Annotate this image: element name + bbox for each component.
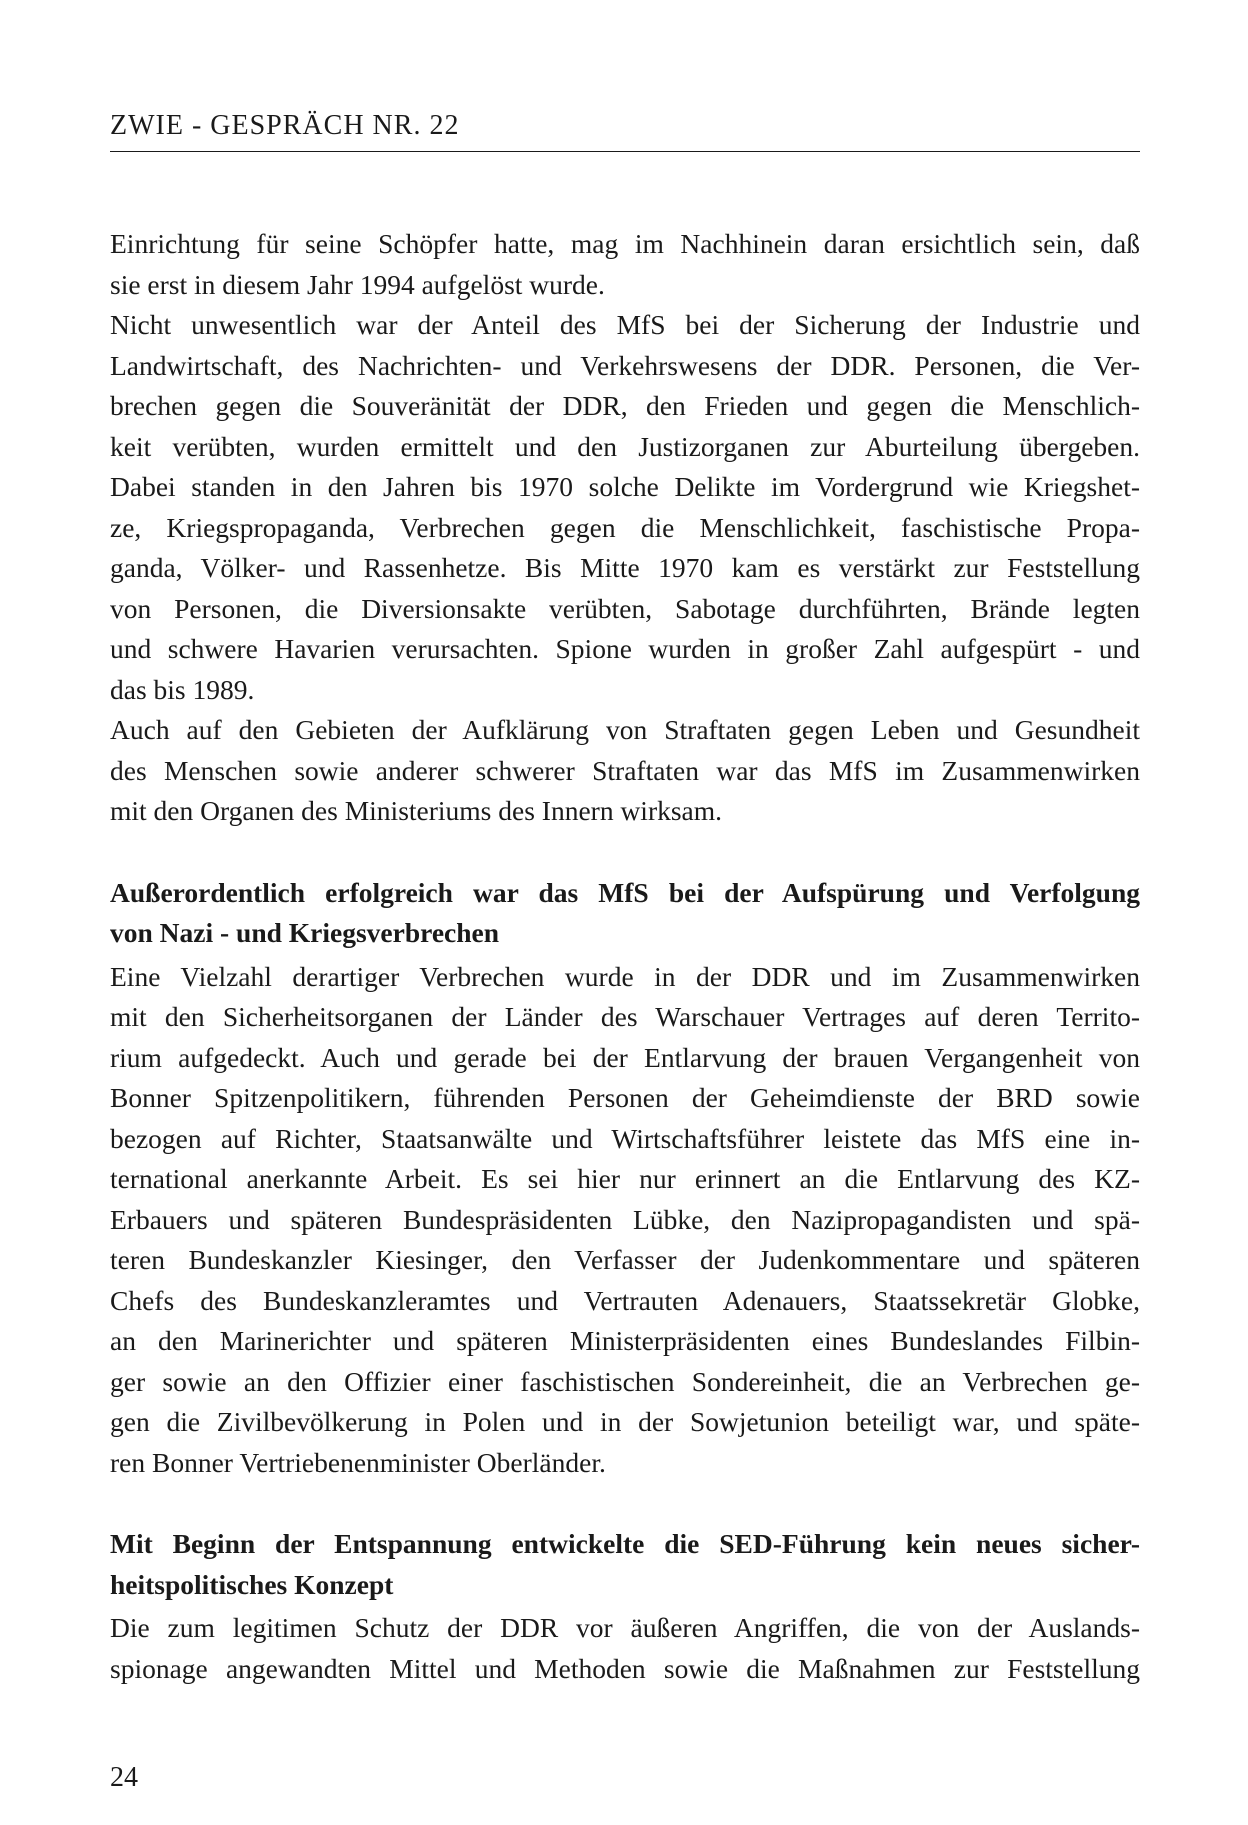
text-line: ganda, Völker- und Rassenhetze. Bis Mitte 1970 kam es verstärkt zur Feststellung <box>110 552 1140 583</box>
section <box>110 832 1140 1484</box>
text-line: Einrichtung für seine Schöpfer hatte, mag im Nachhinein daran ersichtlich sein, daß <box>110 228 1140 259</box>
text-line: mit den Sicherheitsorganen der Länder des Warschauer Vertrages auf deren Territo- <box>110 1001 1140 1032</box>
page-number: 24 <box>110 1762 138 1793</box>
text-line: das bis 1989. <box>110 673 255 705</box>
paragraph <box>110 224 1140 305</box>
text-line: Auch auf den Gebieten der Aufklärung von Straftaten gegen Leben und Gesundheit <box>110 714 1140 745</box>
paragraph <box>110 710 1140 832</box>
text-line: Nicht unwesentlich war der Anteil des MfS bei der Sicherung der Industrie und <box>110 309 1140 340</box>
paragraph <box>110 957 1140 1484</box>
text-line: ger sowie an den Offizier einer faschistischen Sondereinheit, die an Verbrechen ge- <box>110 1365 1140 1397</box>
text-line: ternational anerkannte Arbeit. Es sei hier nur erinnert an die Entlarvung des KZ- <box>110 1163 1140 1194</box>
section-heading <box>110 873 1140 954</box>
section <box>110 1483 1140 1689</box>
text-line: Chefs des Bundeskanzleramtes und Vertrauten Adenauers, Staatssekretär Globke, <box>110 1284 1140 1316</box>
text-line: keit verübten, wurden ermittelt und den Justizorganen zur Aburteilung übergeben. <box>110 430 1140 462</box>
text-line: Landwirtschaft, des Nachrichten- und Verkehrswesens der DDR. Personen, die Ver- <box>110 349 1140 381</box>
running-head: ZWIE - GESPRÄCH NR. 22 <box>110 110 460 141</box>
text-line: an den Marinerichter und späteren Ministerpräsidenten eines Bundeslandes Filbin- <box>110 1325 1140 1356</box>
text-line: und schwere Havarien verursachten. Spione wurden in großer Zahl aufgespürt - und <box>110 633 1140 664</box>
paragraph <box>110 1608 1140 1689</box>
text-line: ren Bonner Vertriebenenminister Oberländer. <box>110 1446 606 1478</box>
section-heading <box>110 1524 1140 1605</box>
heading-line: heitspolitisches Konzept <box>110 1568 394 1600</box>
text-line: teren Bundeskanzler Kiesinger, den Verfasser der Judenkommentare und späteren <box>110 1244 1140 1275</box>
text-line: ze, Kriegspropaganda, Verbrechen gegen die Menschlichkeit, faschistische Propa- <box>110 511 1140 543</box>
text-line: des Menschen sowie anderer schwerer Straftaten war das MfS im Zusammenwirken <box>110 754 1140 786</box>
section-spacer <box>110 832 1140 857</box>
text-line: Die zum legitimen Schutz der DDR vor äußeren Angriffen, die von der Auslands- <box>110 1612 1140 1643</box>
text-line: mit den Organen des Ministeriums des Innern wirksam. <box>110 795 723 826</box>
text-line: Erbauers und späteren Bundespräsidenten Lübke, den Nazipropagandisten und spä- <box>110 1203 1140 1235</box>
section-spacer <box>110 1483 1140 1508</box>
header-rule <box>110 151 1140 152</box>
text-line: sie erst in diesem Jahr 1994 aufgelöst wurde. <box>110 268 605 300</box>
text-line: Dabei standen in den Jahren bis 1970 solche Delikte im Vordergrund wie Kriegshet- <box>110 471 1140 502</box>
text-line: brechen gegen die Souveränität der DDR, den Frieden und gegen die Menschlich- <box>110 390 1140 421</box>
text-line: gen die Zivilbevölkerung in Polen und in der Sowjetunion beteiligt war, und späte- <box>110 1406 1140 1437</box>
body-text <box>110 224 1140 1689</box>
paragraph <box>110 305 1140 710</box>
text-line: spionage angewandten Mittel und Methoden sowie die Maßnahmen zur Feststellung <box>110 1652 1140 1684</box>
text-line: rium aufgedeckt. Auch und gerade bei der Entlarvung der brauen Vergangenheit von <box>110 1041 1140 1073</box>
text-line: Eine Vielzahl derartiger Verbrechen wurde in der DDR und im Zusammenwirken <box>110 960 1140 992</box>
heading-line: Mit Beginn der Entspannung entwickelte die SED-Führung kein neues sicher- <box>110 1528 1140 1559</box>
heading-line: Außerordentlich erfolgreich war das MfS bei der Aufspürung und Verfolgung <box>110 876 1140 908</box>
heading-line: von Nazi - und Kriegsverbrechen <box>110 917 500 948</box>
text-line: von Personen, die Diversionsakte verübten, Sabotage durchführten, Brände legten <box>110 592 1140 624</box>
text-line: bezogen auf Richter, Staatsanwälte und Wirtschaftsführer leistete das MfS eine in- <box>110 1122 1140 1154</box>
text-line: Bonner Spitzenpolitikern, führenden Personen der Geheimdienste der BRD sowie <box>110 1082 1140 1113</box>
